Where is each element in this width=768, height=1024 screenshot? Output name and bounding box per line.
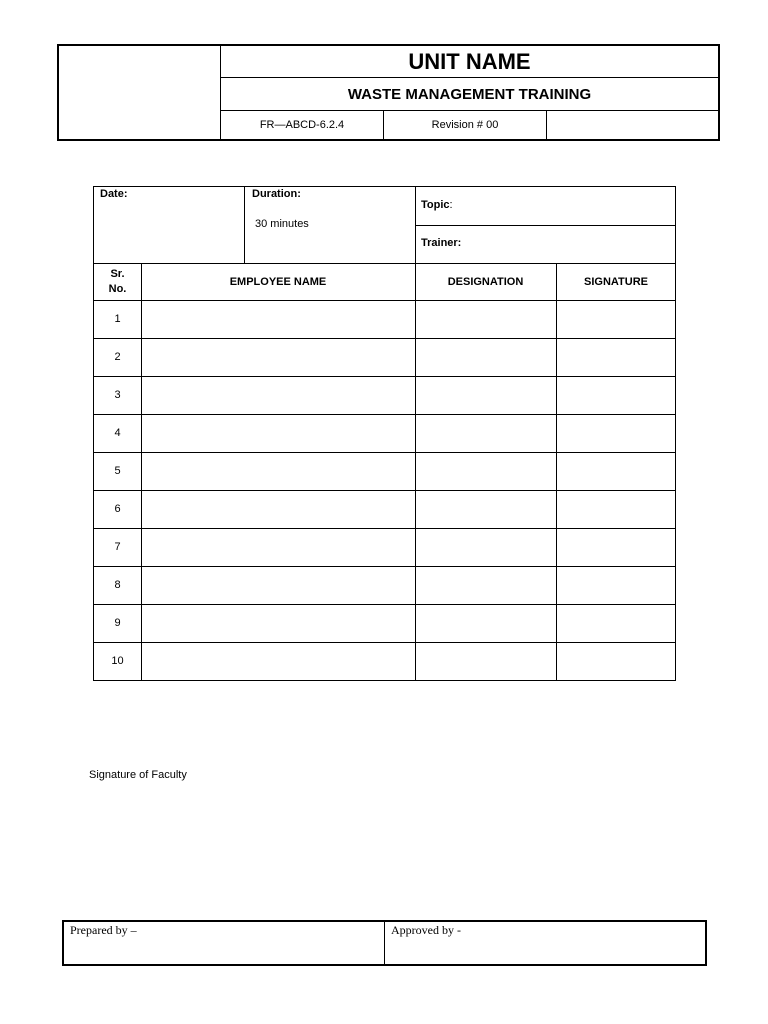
topic-field[interactable] bbox=[421, 199, 453, 211]
row-number: 1 bbox=[114, 313, 121, 325]
row-number: 8 bbox=[114, 579, 121, 591]
signature-cell[interactable] bbox=[556, 490, 676, 528]
topic-colon: : bbox=[449, 199, 453, 211]
prepared-by: Prepared by – bbox=[64, 922, 385, 964]
signature-cell[interactable] bbox=[556, 338, 676, 376]
signature-cell[interactable] bbox=[556, 604, 676, 642]
trainer-label: Trainer: bbox=[421, 237, 462, 249]
signature-cell[interactable] bbox=[556, 414, 676, 452]
row-number: 5 bbox=[114, 465, 121, 477]
designation-cell[interactable] bbox=[415, 490, 556, 528]
form-header bbox=[57, 44, 720, 141]
row-number: 10 bbox=[111, 655, 124, 667]
col-header-employee-name: EMPLOYEE NAME bbox=[229, 275, 327, 288]
designation-cell[interactable] bbox=[415, 604, 556, 642]
employee-name-cell[interactable] bbox=[141, 566, 415, 604]
signature-cell[interactable] bbox=[556, 300, 676, 338]
logo-placeholder bbox=[59, 46, 221, 139]
unit-name: UNIT NAME bbox=[221, 46, 718, 78]
signature-cell[interactable] bbox=[556, 376, 676, 414]
signature-cell[interactable] bbox=[556, 642, 676, 680]
employee-name-cell[interactable] bbox=[141, 300, 415, 338]
row-number: 6 bbox=[114, 503, 121, 515]
divider bbox=[244, 187, 245, 263]
blank-header-cell bbox=[547, 111, 718, 139]
approved-by: Approved by - bbox=[391, 923, 461, 937]
designation-cell[interactable] bbox=[415, 642, 556, 680]
duration-value: 30 minutes bbox=[255, 218, 309, 230]
topic-label: Topic bbox=[421, 199, 450, 211]
col-header-signature: SIGNATURE bbox=[584, 275, 648, 288]
training-attendance-table bbox=[93, 186, 676, 681]
designation-cell[interactable] bbox=[415, 414, 556, 452]
employee-name-cell[interactable] bbox=[141, 376, 415, 414]
row-number: 7 bbox=[114, 541, 121, 553]
designation-cell[interactable] bbox=[415, 452, 556, 490]
designation-cell[interactable] bbox=[415, 300, 556, 338]
document-code: FR—ABCD-6.2.4 bbox=[221, 111, 384, 139]
form-title: WASTE MANAGEMENT TRAINING bbox=[221, 78, 718, 111]
row-number: 2 bbox=[114, 351, 121, 363]
col-header-sr-no: Sr. No. bbox=[108, 267, 127, 295]
employee-name-cell[interactable] bbox=[141, 490, 415, 528]
form-footer bbox=[62, 920, 707, 966]
employee-name-cell[interactable] bbox=[141, 452, 415, 490]
row-number: 4 bbox=[114, 427, 121, 439]
revision-number: Revision # 00 bbox=[384, 111, 547, 139]
employee-name-cell[interactable] bbox=[141, 528, 415, 566]
faculty-signature-label: Signature of Faculty bbox=[89, 769, 187, 781]
signature-cell[interactable] bbox=[556, 566, 676, 604]
employee-name-cell[interactable] bbox=[141, 414, 415, 452]
signature-cell[interactable] bbox=[556, 452, 676, 490]
designation-cell[interactable] bbox=[415, 376, 556, 414]
designation-cell[interactable] bbox=[415, 338, 556, 376]
employee-name-cell[interactable] bbox=[141, 642, 415, 680]
signature-cell[interactable] bbox=[556, 528, 676, 566]
col-header-designation: DESIGNATION bbox=[447, 275, 524, 288]
divider bbox=[415, 225, 676, 226]
designation-cell[interactable] bbox=[415, 528, 556, 566]
duration-label: Duration: bbox=[252, 188, 301, 200]
row-number: 3 bbox=[114, 389, 121, 401]
employee-name-cell[interactable] bbox=[141, 604, 415, 642]
designation-cell[interactable] bbox=[415, 566, 556, 604]
employee-name-cell[interactable] bbox=[141, 338, 415, 376]
row-number: 9 bbox=[114, 617, 121, 629]
date-label: Date: bbox=[100, 188, 128, 200]
